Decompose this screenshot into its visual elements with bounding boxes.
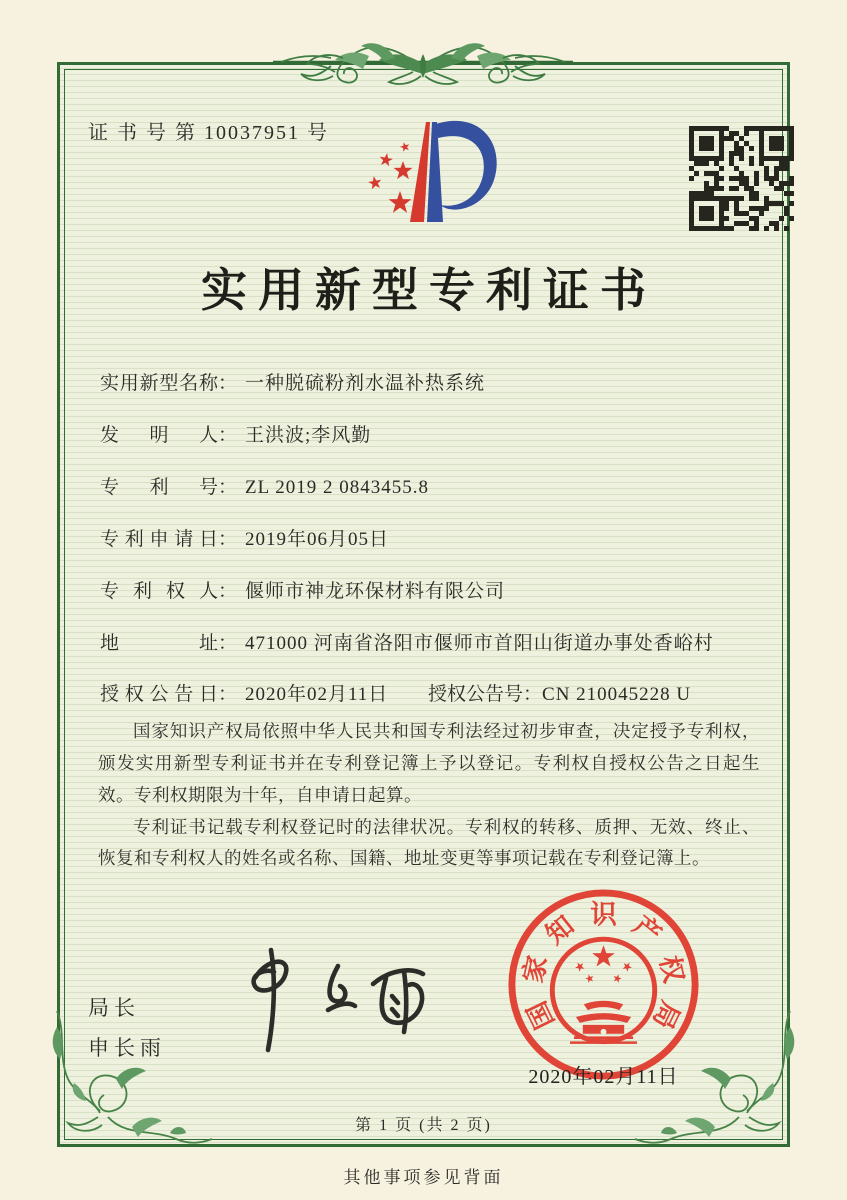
seal-character: 产: [627, 909, 667, 950]
field-row: [100, 368, 760, 397]
star-icon: [592, 945, 614, 966]
seal-character: 局: [647, 996, 686, 1034]
field-colon: ：: [218, 477, 238, 498]
field-row: [100, 524, 760, 553]
star-icon: [623, 963, 632, 972]
logo-stars: [368, 142, 412, 213]
field-label: 地址: [100, 633, 218, 654]
grant-number-value: CN 210045228 U: [542, 684, 692, 705]
seal-character: 识: [590, 899, 617, 930]
field-colon: ：: [218, 373, 238, 394]
field-colon: ：: [218, 529, 238, 550]
logo-red-wedge: [410, 122, 430, 222]
field-colon: ：: [218, 425, 238, 446]
field-value: ZL 2019 2 0843455.8: [245, 477, 430, 498]
grant-date-colon: ：: [218, 684, 238, 705]
cnipa-logo-icon: [342, 106, 522, 240]
star-icon: [394, 161, 413, 179]
field-row: [100, 628, 760, 657]
logo-p-bowl: [436, 121, 497, 210]
director-name: 申长雨: [88, 1036, 166, 1060]
national-emblem: [552, 939, 654, 1042]
back-note: 其他事项参见背面: [343, 1168, 504, 1187]
grant-row: [100, 679, 760, 706]
field-value: 王洪波;李风勤: [245, 425, 372, 446]
seal-date: 2020年02月11日: [528, 1066, 679, 1088]
field-label: 发明人: [100, 425, 218, 446]
seal-character: 国: [521, 996, 560, 1034]
star-icon: [389, 191, 412, 213]
field-colon: ：: [218, 633, 238, 654]
official-seal: [505, 886, 702, 1083]
field-colon: ：: [218, 581, 238, 602]
certificate-number: 证 书 号 第 10037951 号: [88, 122, 329, 144]
seal-character: 知: [540, 909, 580, 950]
qr-code: [689, 126, 794, 231]
grant-date-label: 授权公告日: [100, 684, 218, 705]
grant-date-value: 2020年02月11日: [245, 684, 389, 705]
seal-character: 权: [654, 952, 690, 986]
field-label: 专利号: [100, 477, 218, 498]
director-signature: [225, 938, 440, 1058]
field-label: 实用新型名称: [100, 373, 218, 394]
seal-character: 家: [517, 952, 553, 986]
certificate-title: 实用新型专利证书: [201, 265, 657, 316]
field-list: [100, 368, 760, 680]
legal-paragraph-2: 专利证书记载专利权登记时的法律状况。专利权的转移、质押、无效、终止、恢复和专利权人的姓名或名称、国籍、地址变更等事项记载在专利登记簿上。: [98, 816, 760, 869]
field-value: 471000 河南省洛阳市偃师市首阳山街道办事处香峪村: [245, 633, 714, 654]
field-value: 一种脱硫粉剂水温补热系统: [245, 373, 486, 394]
top-ornament: [273, 14, 573, 88]
star-icon: [575, 963, 584, 972]
field-label: 专利申请日: [100, 529, 218, 550]
star-icon: [614, 974, 622, 982]
legal-text: [98, 716, 760, 875]
field-row: [100, 420, 760, 449]
star-icon: [380, 153, 393, 166]
legal-paragraph-1: 国家知识产权局依照中华人民共和国专利法经过初步审查，决定授予专利权，颁发实用新型专利证书并在专利登记簿上予以登记。专利权自授权公告之日起生效。专利权期限为十年，自申请日起算。: [98, 721, 760, 805]
page-number: 第 1 页 (共 2 页): [355, 1117, 492, 1134]
star-icon: [368, 176, 381, 189]
star-icon: [585, 974, 593, 982]
field-row: [100, 472, 760, 501]
grant-number: [428, 679, 691, 706]
field-value: 2019年06月05日: [245, 529, 390, 550]
director-title: 局长: [88, 996, 140, 1020]
field-value: 偃师市神龙环保材料有限公司: [245, 581, 506, 602]
star-icon: [400, 142, 409, 152]
grant-number-label: 授权公告号: [428, 684, 524, 705]
ornament-center-leaf: [420, 54, 426, 78]
field-row: [100, 576, 760, 605]
field-label: 专利权人: [100, 581, 218, 602]
grant-number-colon: ：: [523, 684, 543, 705]
